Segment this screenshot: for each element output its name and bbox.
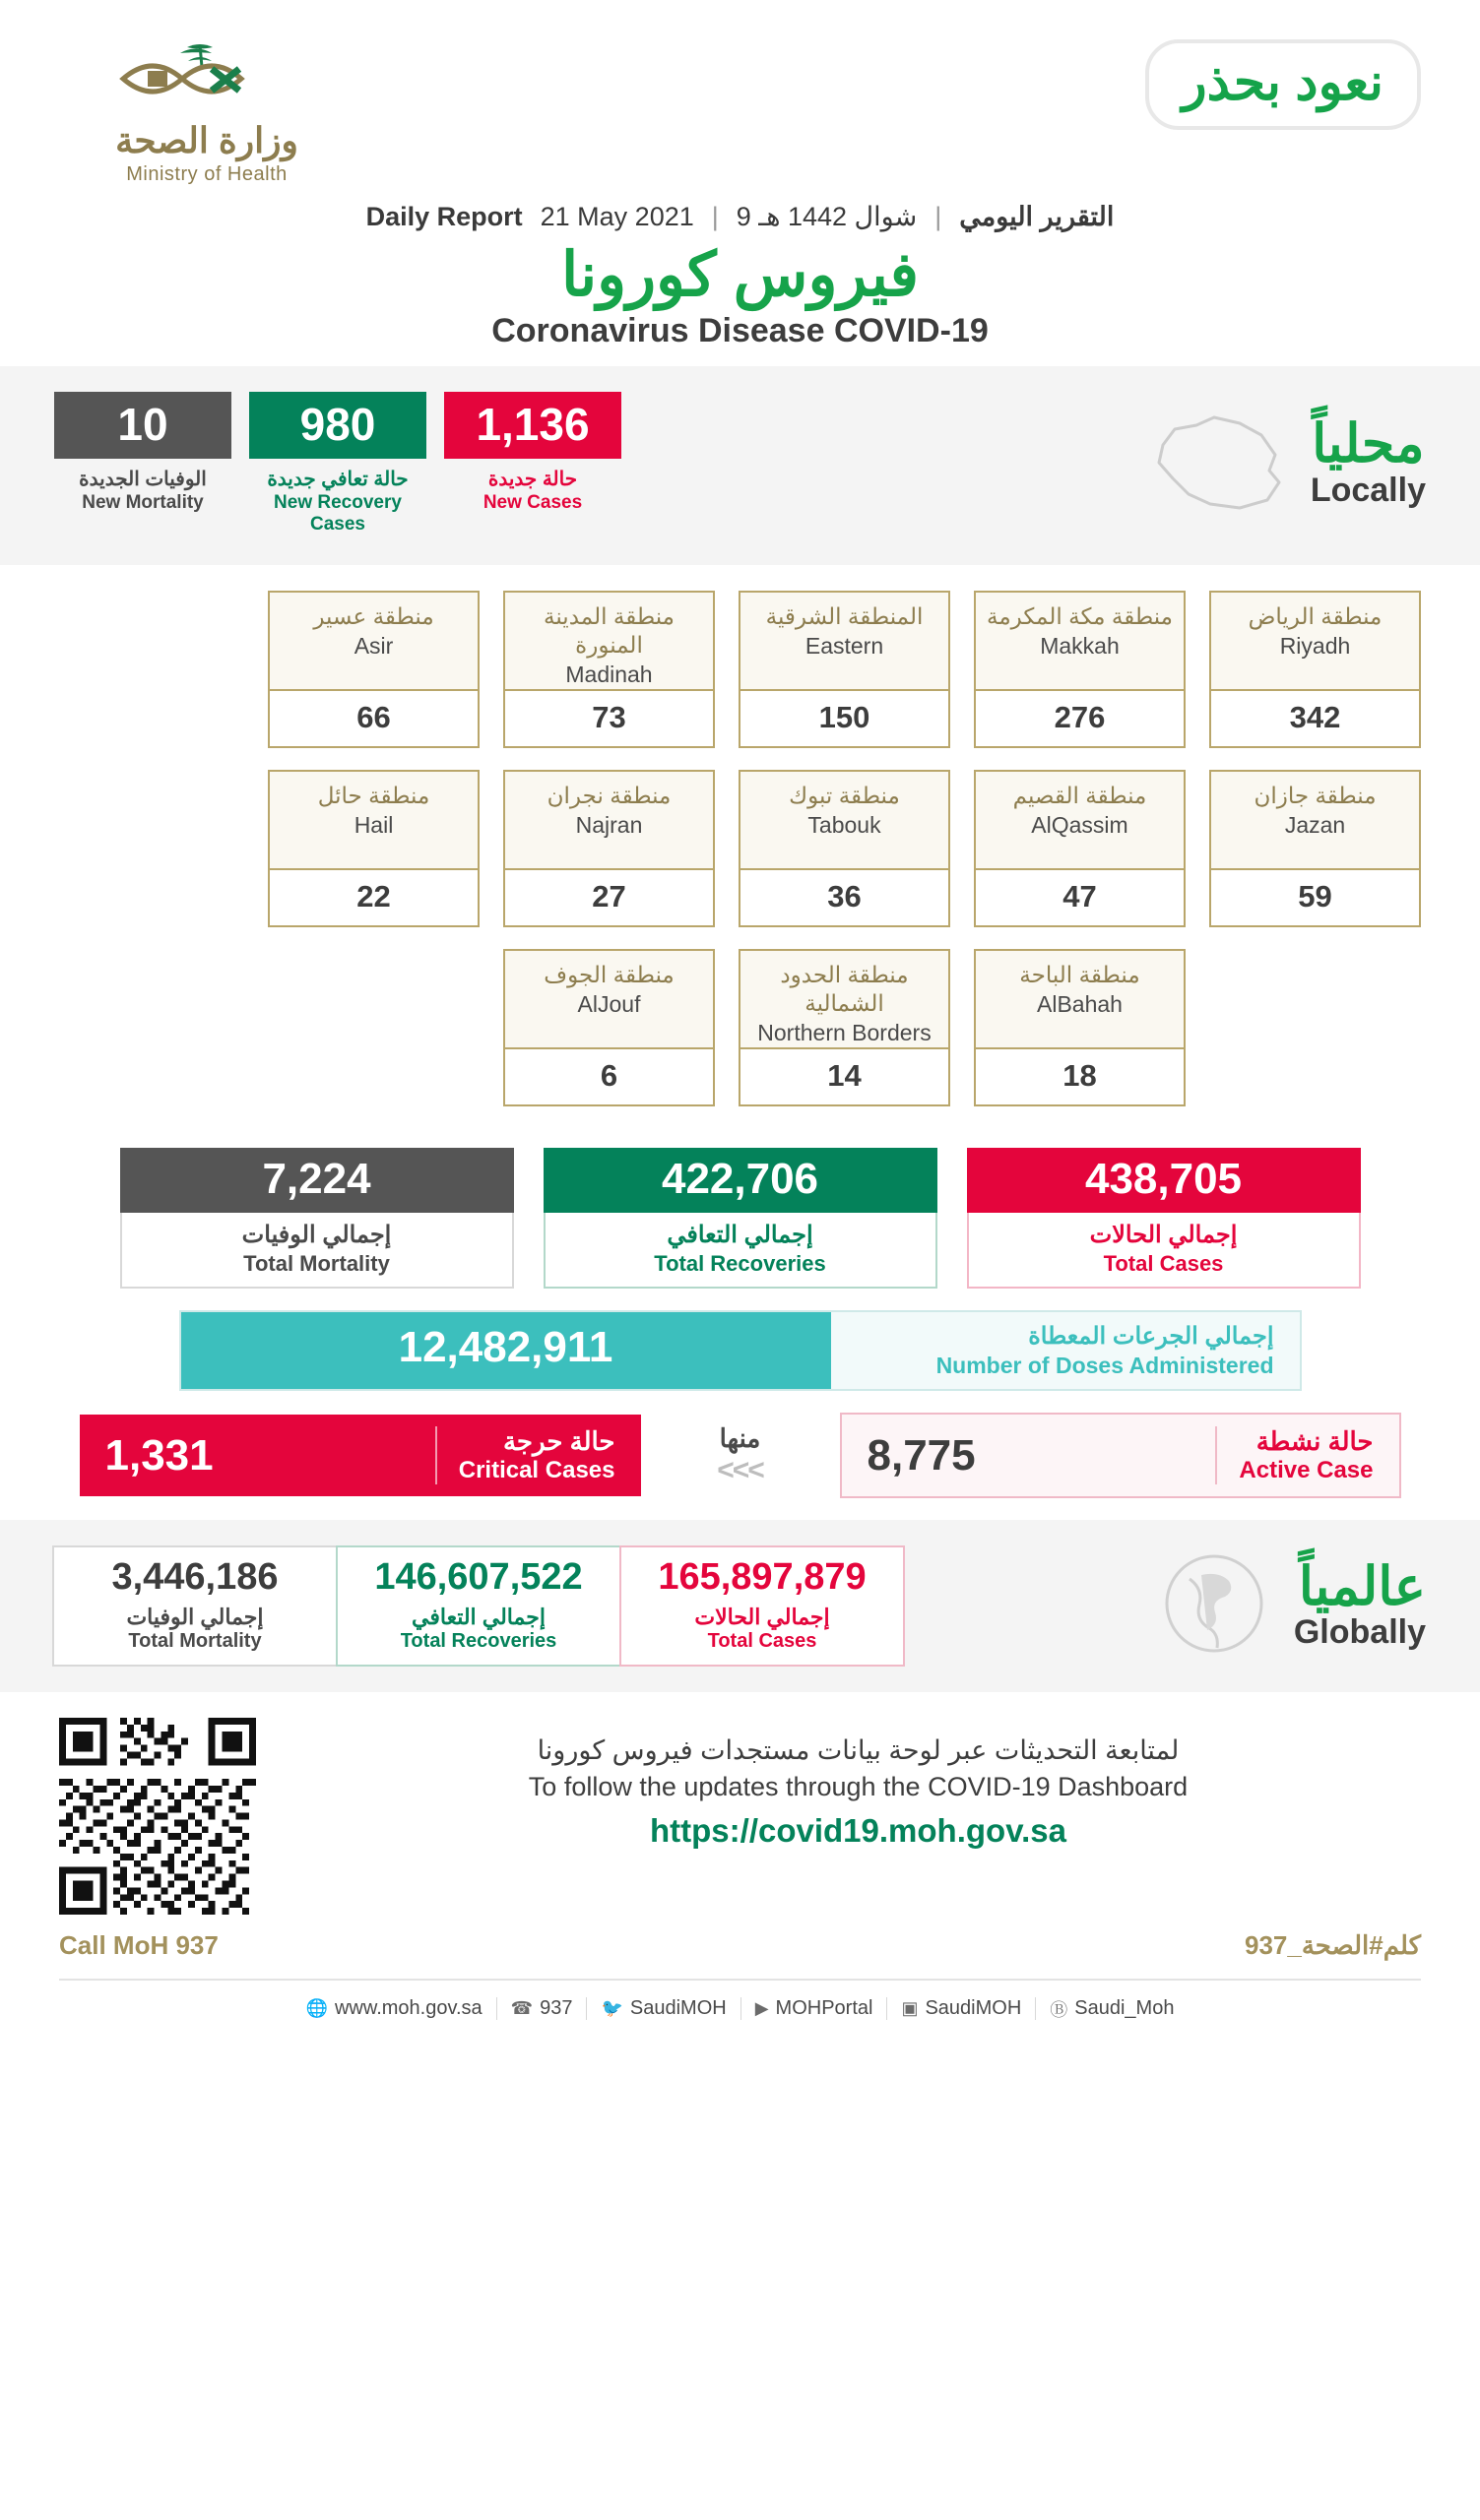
total-mortality-value: 7,224 <box>120 1148 514 1213</box>
total-cases-card <box>967 1148 1361 1289</box>
new-recovery-label-en: New Recovery Cases <box>274 492 402 535</box>
total-cases-label-en: Total Cases <box>1103 1251 1224 1276</box>
region-name-ar: منطقة مكة المكرمة <box>987 603 1173 629</box>
social-instagram[interactable] <box>887 1997 1036 2020</box>
region-card-eastern <box>739 591 950 748</box>
region-name-ar: منطقة تبوك <box>789 783 900 808</box>
doses-value: 12,482,911 <box>181 1312 831 1389</box>
region-name-ar: المنطقة الشرقية <box>765 603 924 629</box>
of-which-indicator <box>667 1423 814 1487</box>
global-total-recoveries-label-ar: إجمالي التعافي <box>412 1604 546 1629</box>
social-phone-label: 937 <box>540 1997 573 2020</box>
phone-icon: ☎ <box>510 1998 534 2019</box>
region-value: 150 <box>740 691 948 746</box>
region-names <box>505 772 713 870</box>
region-names <box>1211 772 1419 870</box>
call-moh-ar: كلم#الصحة_937 <box>1244 1929 1421 1960</box>
region-value: 18 <box>976 1049 1184 1104</box>
globe-icon: 🌐 <box>305 1998 328 2019</box>
total-cases-labels <box>967 1213 1361 1289</box>
moh-emblem-icon <box>94 39 320 118</box>
doses-label-en: Number of Doses Administered <box>935 1353 1274 1378</box>
region-name-en: Riyadh <box>1279 632 1351 659</box>
new-recovery-value: 980 <box>249 392 426 459</box>
region-value: 27 <box>505 870 713 925</box>
ministry-name-en: Ministry of Health <box>126 163 288 185</box>
global-total-mortality-value: 3,446,186 <box>111 1556 279 1598</box>
region-name-en: Jazan <box>1284 811 1346 838</box>
region-names <box>740 772 948 870</box>
social-instagram-label: SaudiMOH <box>925 1997 1022 2020</box>
totals-row <box>0 1134 1480 1300</box>
active-cases-value: 8,775 <box>867 1430 976 1480</box>
facebook-icon: Ⓑ <box>1050 1999 1068 2020</box>
total-recoveries-value: 422,706 <box>544 1148 937 1213</box>
locally-heading-ar: محلياً <box>1312 413 1425 473</box>
region-value: 66 <box>270 691 478 746</box>
region-value: 276 <box>976 691 1184 746</box>
new-cases-value: 1,136 <box>444 392 621 459</box>
campaign-text: نعود بحذر <box>1182 54 1383 111</box>
region-value: 36 <box>740 870 948 925</box>
region-value: 73 <box>505 691 713 746</box>
footer-text <box>295 1718 1421 1850</box>
region-names <box>505 593 713 691</box>
region-card-alqassim <box>974 770 1186 927</box>
doses-labels <box>831 1312 1300 1389</box>
global-total-recoveries-value: 146,607,522 <box>374 1556 583 1598</box>
new-mortality-value: 10 <box>54 392 231 459</box>
region-card-aljouf <box>503 949 715 1106</box>
ministry-logo <box>59 39 354 186</box>
region-name-ar: منطقة جازان <box>1254 783 1377 808</box>
region-row <box>59 770 1421 927</box>
region-name-en: AlBahah <box>1037 990 1123 1017</box>
footer <box>0 1692 1480 1924</box>
doses-label-ar: إجمالي الجرعات المعطاة <box>1028 1323 1274 1350</box>
region-names <box>270 772 478 870</box>
doses-section <box>0 1300 1480 1399</box>
total-mortality-label-en: Total Mortality <box>243 1251 390 1276</box>
total-cases-value: 438,705 <box>967 1148 1361 1213</box>
new-cases-label-ar: حالة جديدة <box>487 469 578 490</box>
new-cases-card <box>444 392 621 514</box>
region-card-riyadh <box>1209 591 1421 748</box>
critical-cases-labels <box>435 1426 615 1484</box>
region-value: 342 <box>1211 691 1419 746</box>
social-youtube[interactable] <box>741 1997 888 2020</box>
globally-heading-group <box>1150 1549 1426 1663</box>
locally-heading <box>1310 413 1426 511</box>
report-date-greg: 21 May 2021 <box>540 202 694 231</box>
campaign-badge <box>1145 39 1421 130</box>
region-card-najran <box>503 770 715 927</box>
header <box>0 0 1480 196</box>
global-total-recoveries-label-en: Total Recoveries <box>400 1629 557 1652</box>
region-name-en: AlJouf <box>577 990 641 1017</box>
region-name-en: Madinah <box>565 661 653 687</box>
region-name-en: Hail <box>354 811 394 838</box>
total-cases-label-ar: إجمالي الحالات <box>1089 1222 1238 1248</box>
social-facebook-label: Saudi_Moh <box>1074 1997 1175 2020</box>
locally-section <box>0 366 1480 565</box>
region-names <box>740 593 948 691</box>
social-website[interactable] <box>292 1997 497 2020</box>
date-separator: | <box>711 202 719 231</box>
critical-cases-card <box>80 1415 641 1496</box>
new-cases-label-en: New Cases <box>483 492 583 513</box>
active-cases-label-ar: حالة نشطة <box>1255 1426 1374 1456</box>
region-card-albahah <box>974 949 1186 1106</box>
instagram-icon: ▣ <box>901 1998 919 2019</box>
region-name-en: Makkah <box>1040 632 1120 659</box>
report-date-hijri: 9 شوال 1442 هـ <box>736 202 918 231</box>
region-name-ar: منطقة نجران <box>547 783 672 808</box>
youtube-icon: ▶ <box>754 1998 769 2019</box>
region-card-northern-borders <box>739 949 950 1106</box>
region-names <box>976 951 1184 1049</box>
critical-cases-label-en: Critical Cases <box>458 1457 615 1483</box>
social-website-label: www.moh.gov.sa <box>334 1997 483 2020</box>
dashboard-url-link[interactable]: https://covid19.moh.gov.sa <box>650 1811 1066 1849</box>
critical-active-row <box>0 1399 1480 1520</box>
region-card-makkah <box>974 591 1186 748</box>
doses-card <box>179 1310 1302 1391</box>
region-card-madinah <box>503 591 715 748</box>
twitter-icon: 🐦 <box>601 1998 623 2019</box>
call-moh-en: Call MoH 937 <box>59 1929 219 1960</box>
region-card-jazan <box>1209 770 1421 927</box>
global-total-mortality-label-ar: إجمالي الوفيات <box>126 1604 264 1629</box>
social-twitter-label: SaudiMOH <box>629 1997 727 2020</box>
region-name-ar: منطقة الجوف <box>544 962 675 987</box>
new-mortality-label-ar: الوفيات الجديدة <box>79 469 207 490</box>
social-twitter[interactable] <box>587 1997 740 2020</box>
region-value: 22 <box>270 870 478 925</box>
report-label-en: Daily Report <box>365 202 523 231</box>
region-card-asir <box>268 591 480 748</box>
report-line <box>0 196 1480 232</box>
total-mortality-labels <box>120 1213 514 1289</box>
global-total-cases-card <box>619 1545 905 1667</box>
total-mortality-label-ar: إجمالي الوفيات <box>241 1222 392 1248</box>
region-value: 6 <box>505 1049 713 1104</box>
global-total-recoveries-card <box>336 1545 621 1667</box>
globally-stats <box>54 1545 905 1667</box>
region-card-hail <box>268 770 480 927</box>
region-row <box>59 949 1421 1106</box>
total-recoveries-card <box>544 1148 937 1289</box>
chevron-left-icon: <<< <box>717 1454 763 1486</box>
region-names <box>270 593 478 691</box>
global-total-mortality-label-en: Total Mortality <box>128 1629 262 1652</box>
globally-heading-en: Globally <box>1293 1612 1426 1651</box>
new-mortality-card <box>54 392 231 514</box>
total-recoveries-label-en: Total Recoveries <box>654 1251 826 1276</box>
region-name-en: Northern Borders <box>757 1019 932 1045</box>
critical-cases-value: 1,331 <box>104 1430 214 1480</box>
active-cases-labels <box>1215 1426 1373 1484</box>
social-phone[interactable] <box>497 1997 588 2020</box>
new-mortality-label-en: New Mortality <box>82 492 204 513</box>
globally-heading <box>1293 1556 1426 1652</box>
region-name-ar: منطقة الباحة <box>1019 962 1140 987</box>
report-label-ar: التقرير اليومي <box>959 202 1115 231</box>
global-total-cases-value: 165,897,879 <box>658 1556 867 1598</box>
social-bar <box>59 1979 1421 2048</box>
social-facebook[interactable] <box>1036 1996 1188 2022</box>
new-recovery-card <box>249 392 426 536</box>
region-card-tabouk <box>739 770 950 927</box>
page-title-en: Coronavirus Disease COVID-19 <box>491 312 989 349</box>
global-total-cases-label-ar: إجمالي الحالات <box>694 1604 830 1629</box>
active-cases-card <box>840 1413 1401 1498</box>
region-name-en: Eastern <box>804 632 884 659</box>
ministry-name-ar: وزارة الصحة <box>115 120 298 160</box>
region-names <box>740 951 948 1049</box>
of-which-label: منها <box>719 1423 761 1453</box>
globally-heading-ar: عالمياً <box>1298 1556 1426 1616</box>
date-separator-2: | <box>934 202 942 231</box>
region-value: 59 <box>1211 870 1419 925</box>
region-names <box>976 772 1184 870</box>
region-name-ar: منطقة الحدود الشمالية <box>780 962 909 1016</box>
locally-heading-group <box>1145 410 1426 518</box>
region-names <box>1211 593 1419 691</box>
social-youtube-label: MOHPortal <box>775 1997 873 2020</box>
locally-stats <box>54 392 621 536</box>
global-total-mortality-card <box>52 1545 338 1667</box>
region-name-en: Asir <box>354 632 394 659</box>
region-value: 47 <box>976 870 1184 925</box>
region-name-ar: منطقة المدينة المنورة <box>544 603 675 658</box>
globally-section <box>0 1520 1480 1692</box>
follow-label-en: To follow the updates through the COVID-19 Dashboard <box>528 1771 1189 1801</box>
region-row <box>59 591 1421 748</box>
critical-cases-label-ar: حالة حرجة <box>502 1426 615 1456</box>
region-name-ar: منطقة عسير <box>313 603 434 629</box>
total-recoveries-labels <box>544 1213 937 1289</box>
total-recoveries-label-ar: إجمالي التعافي <box>667 1222 813 1248</box>
active-cases-label-en: Active Case <box>1239 1457 1374 1483</box>
global-total-cases-label-en: Total Cases <box>707 1629 817 1652</box>
saudi-arabia-map-icon <box>1145 410 1293 518</box>
region-value: 14 <box>740 1049 948 1104</box>
region-names <box>976 593 1184 691</box>
globe-icon <box>1150 1549 1278 1663</box>
region-name-ar: منطقة حائل <box>317 783 430 808</box>
total-mortality-card <box>120 1148 514 1289</box>
region-name-en: Najran <box>575 811 643 838</box>
region-name-en: AlQassim <box>1031 811 1128 838</box>
qr-code-image <box>59 1718 256 1915</box>
page-title-ar: فيروس كورونا <box>561 241 919 309</box>
region-name-ar: منطقة القصيم <box>1012 783 1147 808</box>
follow-label-ar: لمتابعة التحديثات عبر لوحة بيانات مستجدات فيروس كورونا <box>537 1734 1180 1765</box>
new-recovery-label-ar: حالة تعافي جديدة <box>267 469 409 490</box>
region-names <box>505 951 713 1049</box>
region-name-en: Tabouk <box>807 811 881 838</box>
regions-grid <box>0 565 1480 1134</box>
locally-heading-en: Locally <box>1310 471 1426 509</box>
region-name-ar: منطقة الرياض <box>1248 603 1383 629</box>
call-row <box>0 1924 1480 1979</box>
